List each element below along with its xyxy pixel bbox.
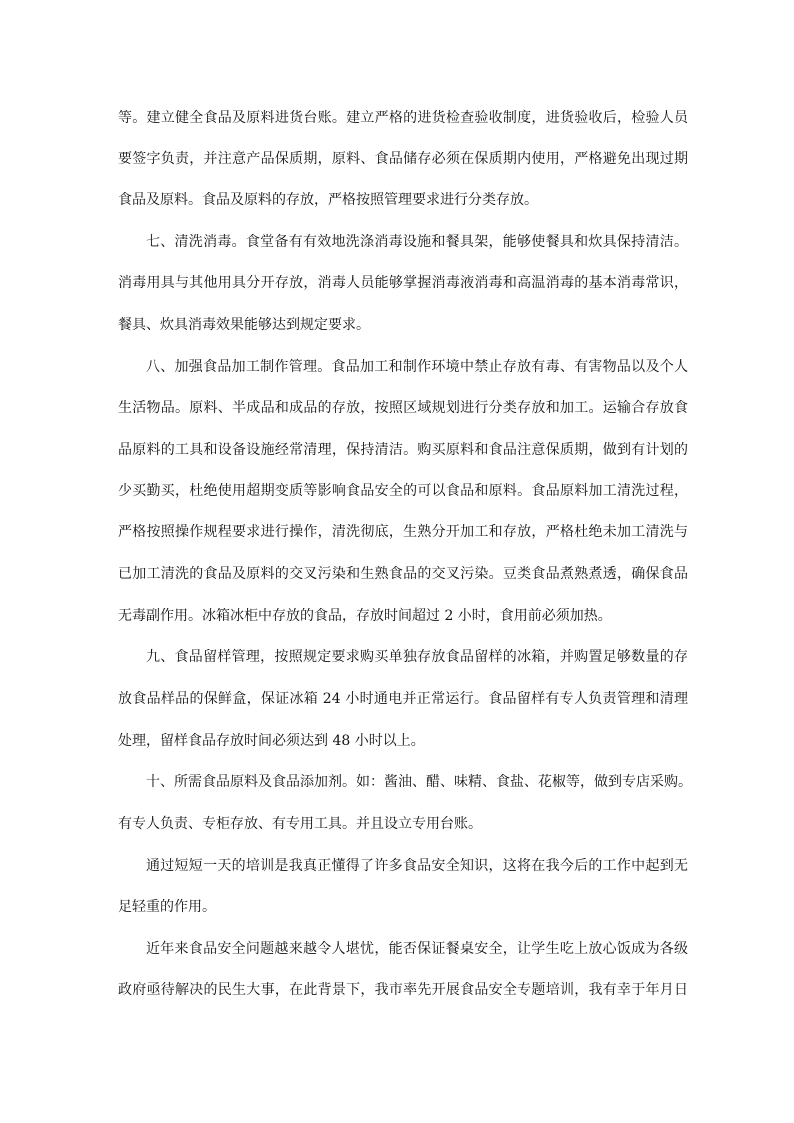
paragraph-line: 处理，留样食品存放时间必须达到 48 小时以上。 xyxy=(118,733,425,749)
paragraph-line: 无毒副作用。冰箱冰柜中存放的食品，存放时间超过 2 小时，食用前必须加热。 xyxy=(118,608,612,624)
paragraph-line: 放食品样品的保鲜盒，保证冰箱 24 小时通电并正常运行。食品留样有专人负责管理和清理 xyxy=(118,691,688,707)
paragraph-line: 生活物品。原料、半成品和成品的存放，按照区域规划进行分类存放和加工。运输合存放食 xyxy=(118,400,688,416)
paragraph-line: 餐具、炊具消毒效果能够达到规定要求。 xyxy=(118,317,370,333)
paragraph-line: 要签字负责，并注意产品保质期，原料、食品储存必须在保质期内使用，严格避免出现过期 xyxy=(118,151,688,167)
paragraph-line: 有专人负责、专柜存放、有专用工具。并且设立专用台账。 xyxy=(118,816,482,832)
paragraph-line: 近年来食品安全问题越来越令人堪忧，能否保证餐桌安全，让学生吃上放心饭成为各级 xyxy=(146,941,688,957)
paragraph-line: 消毒用具与其他用具分开存放，消毒人员能够掌握消毒液消毒和高温消毒的基本消毒常识， xyxy=(118,275,688,291)
paragraph-line: 九、食品留样管理，按照规定要求购买单独存放食品留样的冰箱，并购置足够数量的存 xyxy=(146,649,688,665)
paragraph-line: 七、清洗消毒。食堂备有有效地洗涤消毒设施和餐具架，能够使餐具和炊具保持清洁。 xyxy=(146,234,688,250)
paragraph-line: 十、所需食品原料及食品添加剂。如：酱油、醋、味精、食盐、花椒等，做到专店采购。 xyxy=(146,774,692,790)
paragraph-line: 等。建立健全食品及原料进货台账。建立严格的进货检查验收制度，进货验收后，检验人员 xyxy=(118,110,688,126)
paragraph-line: 品原料的工具和设备设施经常清理，保持清洁。购买原料和食品注意保质期，做到有计划的 xyxy=(118,442,688,458)
paragraph-line: 少买勤买，杜绝使用超期变质等影响食品安全的可以食品和原料。食品原料加工清洗过程， xyxy=(118,483,688,499)
paragraph-line: 足轻重的作用。 xyxy=(118,899,216,915)
paragraph-line: 通过短短一天的培训是我真正懂得了许多食品安全知识，这将在我今后的工作中起到无 xyxy=(146,858,688,874)
paragraph-line: 严格按照操作规程要求进行操作，清洗彻底，生熟分开加工和存放，严格杜绝未加工清洗与 xyxy=(118,524,688,540)
paragraph-line: 已加工清洗的食品及原料的交叉污染和生熟食品的交叉污染。豆类食品煮熟煮透，确保食品 xyxy=(118,566,688,582)
paragraph-line: 食品及原料。食品及原料的存放，严格按照管理要求进行分类存放。 xyxy=(118,192,538,208)
paragraph-line: 八、加强食品加工制作管理。食品加工和制作环境中禁止存放有毒、有害物品以及个人 xyxy=(146,359,688,375)
paragraph-line: 政府亟待解决的民生大事，在此背景下，我市率先开展食品安全专题培训，我有幸于年月日 xyxy=(118,982,688,998)
